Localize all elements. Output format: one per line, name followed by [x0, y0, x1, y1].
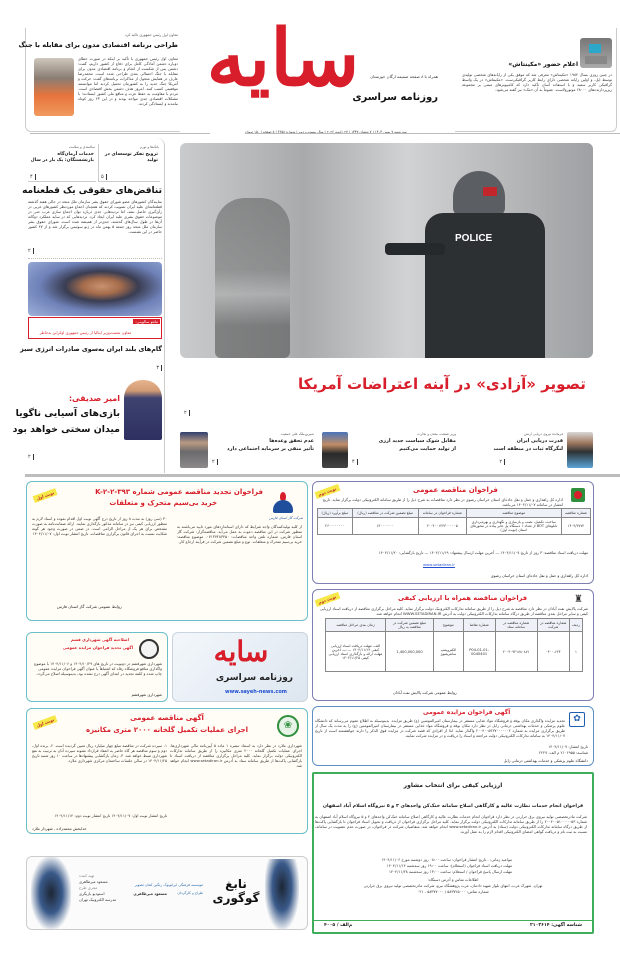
arif-title: طراحی برنامه اقتصادی مدون برای مقابله با جنگ: [18, 41, 178, 49]
dateline: [245, 118, 450, 134]
green-energy-story[interactable]: [20, 345, 162, 371]
table-cell: ۲۰۰۴۰۰۱۲۲۳۰۰۰۰۰۵: [418, 518, 466, 535]
book-credit-1: تهیه کننده: [79, 873, 95, 878]
sport-title-1: بازی‌های آسیایی ناگویا: [15, 408, 120, 419]
lead-headline-text: تصویر «آزادی» در آینه اعتراضات آمریکا: [298, 375, 586, 393]
sayeh-promo-website[interactable]: www.sayeh-news.com: [225, 689, 287, 695]
table-cell: الف- مهلت دریافت اسناد ارزیابی کیفی ۱۴۰۴/۱۱/۱۴ — ب- آخرین مهلت ارائه و بارگذاری اسناد ارزیابی کیفی ۱۴۰۴/۱۱/۲۵: [326, 632, 386, 672]
nirou-schedule-2: مهلت دریافت اسناد فراخوان (استعلام): ساعت ۱۹:۰۰ روز سه‌شنبه ۱۴۰۴/۱۱/۱۴: [386, 863, 512, 868]
sedighi-photo: [124, 380, 162, 440]
divider: [245, 133, 620, 134]
book-credit-4: استودیو بازیگری: [79, 891, 105, 896]
nirou-schedule-3: مهلت ارسال پاسخ فراخوان / استعلام: ساعت ۱۳:۰۰ روز سه‌شنبه ۱۴۰۴/۱۱/۲۸: [388, 869, 512, 874]
gas-body-right: از کلیه تولیدکنندگان واجد شرایط که دارای استانداردهای مورد تایید می‌باشند به منظور شرکت در این مناقصه دعوت به عمل می‌آید. مناقصه‌گزار: شرکت گاز استان فارس. شماره تلفن واحد مناقصات: ۰۷۱۳۷۲۸۳۴۵۰. موضوع مناقصه: خرید بی‌سیم متحرک و متعلقات. نوع و مبلغ تضمین شرکت در فرآیند ارجاع کار.: [177, 524, 302, 544]
brief-1-kicker: بانک‌ها و تورم: [139, 145, 159, 149]
book-credit-5: مدرسه الکترونیک تهران: [79, 897, 117, 902]
gas-footer: روابط عمومی شرکت گاز استان فارس: [57, 604, 122, 609]
nirou-ad-id: شناسه آگهی: ۲۱۰۳۶۱۴: [529, 923, 582, 928]
zabol-id: شناسه: ۲۱۰۶۹۵۵ م الف: ۲۲۲۷: [538, 750, 588, 755]
abadan-col-3: شماره مناقصه در سامانه ستاد: [495, 619, 537, 632]
malard-subtitle: اجرای عملیات تکمیل گلخانه ۲۰۰۰ متری مکانیزه: [85, 726, 249, 734]
sub-3-page: ۲: [212, 459, 218, 465]
malard-body-right: شهرداری ملارد در نظر دارد به استناد تبصره ۱ ماده ۵ آیین‌نامه مالی شهرداری‌ها، اجرای عملیات تکمیل گلخانه ۲۰۰۰ متری مکانیزه را از طریق سامانه تدارکات الکترونیکی دولت برگزار نماید. کلیه مراحل برگزاری مناقصه از دریافت اسناد تا بازگشایی پاکت‌ها از طریق سامانه ستاد به آدرس www.setadiran.ir انجام خواهد شد.: [170, 743, 302, 768]
nirou-address: تهران، شهرک غرب، انتهای بلوار شهید دادمان، غرب پژوهشگاه نیرو، شرکت مادرتخصصی تولید نیروی برق حرارتی: [363, 883, 543, 888]
book-title: نابغ گوگوری: [212, 877, 260, 905]
green-energy-title: گام‌های بلند ایران به‌سوی صادرات انرژی سبز: [20, 345, 162, 353]
book-designer: مسعود میرطاهری: [133, 891, 167, 896]
malard-logo: ❀: [277, 715, 299, 737]
abadan-col-1: ردیف: [569, 619, 582, 632]
macintosh-body: در چنین روزی بسال ۱۹۸۴ «مکینتاش» معرفی شد که موفق یکی از رایانه‌های شخصی تولیدی توسط اپل، و اولین رایانه شخصی دارای رابط کاربر گرافیکی‌ست. «مکینتاش» در یک واسط گرافیکی کاربر سفید و با استفاده آسان تأکید دارد که کامپیوترهای مبتنی بر مجموعه ریزپردازنده‌های ۶۸۰۰۰ موتورولاست. عموماً به آن «مک» نیز گفته می‌شود.: [462, 72, 613, 92]
arif-photo: [34, 58, 74, 116]
lead-headline[interactable]: [292, 370, 592, 398]
qeshm-body: شهرداری شهرقشم در دونوبت در تاریخ های ۱۴۰۴/۱۰/۲۹ و ۱۴۰۴/۱۱/۰۶ با موضوع واگذاری منافع فروشگاه رفاه که اشتباهاً با عنوان آگهی فراخوان مزایده عمومی چاپ شده و کلمه تجدید در ابتدای آگهی درج نشده بود، بدینوسیله اصلاح می‌گردد.: [34, 661, 162, 676]
khorasan-website[interactable]: www.setadiran.ir: [423, 562, 455, 567]
nirou-title: ارزیابی کیفی برای انتخاب مشاور: [403, 782, 503, 789]
abadan-badge: نوبت دوم: [315, 592, 341, 607]
qeshm-subtitle: آگهی تجدید فراخوان مزایده عمومی: [62, 645, 133, 650]
table-cell: الکتروپمپ سانتریفیوژ: [434, 632, 464, 672]
zabol-title: آگهی فراخوان مزایده عمومی: [423, 709, 511, 716]
malard-title: آگهی مناقصه عمومی: [130, 714, 204, 722]
gas-badge: نوبت اول: [33, 488, 58, 503]
salvini-caption: [28, 317, 162, 339]
sedighi-name: امیر صدیقی:: [68, 394, 120, 403]
divider: [28, 258, 162, 259]
protester-figure: [215, 198, 290, 358]
brief-2-kicker: سالمندی و سلامت: [68, 145, 95, 149]
sub-2-kicker: وزیر صنعت، معدن و تجارت: [417, 432, 456, 436]
book-credit-3: مجری طرح: [79, 885, 98, 890]
zabol-logo: ✿: [569, 712, 585, 727]
khorasan-col-4: مبلغ تضمین شرکت در مناقصه (ریال): [352, 509, 418, 518]
sub-story-1[interactable]: [465, 432, 593, 470]
nirou-phone: شماره تماس: ۵۸۳۷۲۵۰۰۰ / ۵۸۳۷۷۰۰۰ - ۰۲۱: [417, 889, 489, 894]
sub-2-line2: از تولید حمایت می‌کنیم: [399, 446, 456, 452]
arif-body: معاون اول رئیس جمهوری با تأکید بر اینکه در صورت خطای دوباره دشمن آمادگی کامل برای دفاع از کشور داریم، گفت: دشمن پس از شکست از انجام و برنامه اقتصادی مدون برای مقابله با جنگ احتمالی بعدی طراحی شده است. محمدرضا عارف در همایش متحول از مذاکرات برنامه‌های گفت: حرکت و آمریکا جنگ جدید را به کشورمان تحمیل کردند اما نتوانستند موفقیتی کسب کنند. امروز هدف دشمن بخش اقتصادی است. مردم با مقاومت به حفظ عزت و منافع ملی کشور ایستادند؛ با مشکلات اقتصادی جدی مواجه بودند و در این ۲۳ روز کوتاه نیامدند و ایستادگی کردند.: [78, 56, 178, 106]
abadan-intro: شرکت پالایش نفت آبادان در نظر دارد مناقصه به شرح ذیل را از طریق سامانه تدارکات الکترونیک دولت برگزار نماید. کلیه مراحل برگزاری مناقصه از دریافت اسناد ارزیابی کیفی و سایر مراحل بعدی مناقصه از طریق درگاه سامانه تدارکات الکترونیکی دولت به آدرس WWW.SETADIRAN.IR انجام خواهد شد.: [320, 606, 588, 616]
nirou-body: شرکت مادرتخصصی تولید نیروی برق حرارتی در نظر دارد فراخوان انجام خدمات نظارت عالیه و کارگاهی اصلاح سامانه خنک‌کن واحدهای ۴ و ۵ نیروگاه اسلام آباد اصفهان به شماره ۲۰۰۴۰۰۵۱۰۰۰۰۰۵۳ را از طریق سامانه تدارکات الکترونیکی دولت برگزار نماید. کلیه مراحل برگزاری فراخوان از دریافت و تحویل اسناد فراخوان تا بازگشایی پاکت‌ها از طریق درگاه سامانه تدارکات الکترونیکی دولت (ستاد) به آدرس www.setadiran.ir انجام خواهد شد. متقاضیان شرکت در فراخوان، در صورت عدم عضویت در سامانه، نسبت به ثبت نام و دریافت گواهی امضای الکترونیکی اقدام لازم را به عمل آورند.: [315, 814, 587, 834]
green-energy-page: ۳: [156, 365, 162, 371]
book-figure-right: [265, 859, 299, 929]
sayeh-promo-subtitle: روزنامه سراسری: [215, 673, 293, 683]
malard-footer: خدابخش محمدزاده - شهردار ملارد: [32, 826, 87, 831]
book-designer-label: طراح و کارگردان: [177, 891, 203, 895]
abadan-col-7: زمان بندی مراحل مناقصه: [326, 619, 386, 632]
masthead-tagline: همراه با ۸ صفحه ضمیمه ارگان خوزستان: [370, 74, 438, 79]
nirou-subtitle: فراخوان انجام خدمات نظارت عالیه و کارگاهی اصلاح سامانه خنک‌کن واحدهای ۴ و ۵ نیروگاه اسلام آباد اصفهان: [322, 804, 584, 809]
abadan-table: [325, 618, 583, 672]
table-row: [326, 632, 583, 672]
malard-date: تاریخ انتشار نوبت اول: ۱۴۰۴/۱۱/۰۷ تاریخ انتشار نوبت دوم: ۱۴۰۴/۱۱/۱۴: [54, 813, 167, 818]
nirou-contact-label: اطلاعات تماس و آدرس دستگاه:: [427, 877, 479, 882]
sub-3-kicker: شیرین‌ملک علی جمعیت: [280, 432, 314, 436]
table-cell: ۱: [569, 632, 582, 672]
arif-kicker: معاون اول رئیس جمهوری تاکید کرد: [124, 33, 178, 37]
lead-page: ۲: [184, 410, 190, 416]
table-cell: ۲۶۰۰۰۰۰۰۰۰: [318, 518, 353, 535]
sport-page: ۲: [28, 454, 34, 460]
khorasan-footer: اداره کل راهداری و حمل و نقل جاده‌ای استان خراسان رضوی: [490, 573, 588, 578]
ad-qeshm[interactable]: [26, 632, 168, 702]
brief-2[interactable]: [28, 144, 96, 182]
khorasan-intro: اداره کل راهداری و حمل و نقل جاده‌ای استان خراسان رضوی در نظر دارد مناقصات به شرح ذیل را از طریق سامانه الکترونیکی دولت برگزار نماید. تاریخ انتشار در سامانه ۱۴۰۴/۱۱/۰۷ می‌باشد.: [322, 497, 563, 507]
nioc-logo: ♜: [574, 594, 583, 605]
masthead-subtitle: روزنامه سراسری: [352, 92, 438, 103]
nirou-schedule-1: مواعید زمانی: - تاریخ انتشار فراخوان: ساعت ۰۸:۰۰ روز دوشنبه مورخ ۱۴۰۴/۱۱/۰۶: [381, 857, 512, 862]
gas-org-logo-text: شرکت گاز استان فارس: [269, 516, 303, 520]
gas-subtitle: خرید بی‌سیم متحرک و متعلقات: [109, 499, 217, 507]
table-cell: ۱۴۰۴/۲۷۷۴: [561, 518, 590, 535]
zabol-date: تاریخ انتشار: ۱۴۰۴/۱۱/۰۷: [548, 744, 588, 749]
table-cell: ۲۰۰۴۰۹۲۱۷۸۰۸۷۱: [495, 632, 537, 672]
macintosh-photo: [580, 38, 612, 68]
un-title: تناقض‌های حقوقی یک قطعنامه: [22, 186, 162, 196]
ad-malard[interactable]: [26, 708, 308, 834]
abadan-col-2: شماره مناقصه در شرکت: [537, 619, 569, 632]
ad-gas-fars[interactable]: [26, 481, 308, 621]
nirou-footer-bar: [314, 920, 592, 932]
macintosh-title: اعلام حضور «مکینتاش»: [508, 61, 578, 68]
khorasan-title: فراخوان مناقصه عمومی: [413, 486, 498, 494]
masthead-logo: سایه: [206, 13, 360, 104]
salvini-name: ماتئو سالوینی:: [135, 319, 158, 324]
brief-1[interactable]: [98, 144, 160, 182]
sub-story-3[interactable]: [180, 432, 318, 470]
book-publisher: موسسه فرهنگی ایرانوبوک رنگین کمان تصویر: [134, 883, 203, 887]
sub-2-line1: مقابل شوک سیاست جدید ارزی: [378, 438, 456, 444]
minister-photo: [322, 432, 348, 468]
gas-title: فراخوان تجدید مناقصه عمومی شماره K-۲-۲-۳۹۳: [95, 488, 263, 496]
ad-sayeh-promo[interactable]: [172, 632, 308, 702]
sub-2-page: ۴: [352, 459, 358, 465]
abadan-col-4: شماره تقاضا: [463, 619, 495, 632]
ad-zabol[interactable]: [312, 706, 594, 766]
zabol-body: تجدید مزایده واگذاری مکان بوفه و فروشگاه مواد غذایی مستقر در بیمارستان امیرالمومنین (ع) طریق مزایده. بدینوسیله به اطلاع عموم می‌رساند که دانشگاه علوم پزشکی و خدمات بهداشتی درمانی زابل در نظر دارد مکان بوفه و فروشگاه مواد غذایی مستقر در بیمارستان امیرالمومنین (ع) را به مدت یک سال از طریق برگزاری مزایده به شماره ۲۰۰۴۰۰۵۴۳۷۰۰۰۰۰۰۲ واگذار نماید. لذا از افرادی که قصد شرکت در مزایده فوق الذکر را دارند خواهشمند است از تاریخ ۱۴۰۴/۱۱/۰۷ به سامانه تدارکات الکترونیکی دولت مراجعه و اسناد را دریافت و در مزایده شرکت نمایند.: [315, 718, 565, 738]
sub-1-line2: لنگرگاه ثبات در منطقه است: [493, 446, 563, 452]
khorasan-col-1: شماره مناقصه: [561, 509, 590, 518]
gas-body-left: ۳۰ (سی روز) به مدت ۸ روز از تاریخ درج آگهی نوبت اول اقدام نموده و اسناد لازم به منظور ارزیابی کیفی نیز در سامانه مذکور بارگذاری نمایند. ارائه ضمانت‌نامه به صورت مشخص برای هر یک از مراحل الزامی است. در ضمن در صورت وجود هر گونه شکایت نسبت به اجرای قانون برگزاری مناقصات، تاریخ انتشار نوبت اول: ۱۴۰۴/۱۱/۰۷: [32, 516, 167, 536]
qeshm-title: اصلاحیه آگهی شهرداری قشم: [70, 637, 129, 642]
officer-figure: [385, 171, 535, 358]
macintosh-story[interactable]: [455, 28, 617, 132]
table-row: [318, 518, 591, 535]
sub-1-line1: قدرت دریایی ایران: [516, 438, 563, 444]
section-divider: [25, 474, 620, 477]
khorasan-col-3: شماره فراخوان در سامانه: [418, 509, 466, 518]
police-label: POLICE: [455, 233, 493, 244]
brief-2-title: خدمات آرمان‌گاه بازنشستگان: یک بار در سال: [30, 152, 94, 163]
ad-khorasan[interactable]: [312, 481, 594, 584]
abadan-col-5: موضوع: [434, 619, 464, 632]
arif-story[interactable]: [18, 28, 180, 132]
sub-3-line2: تأثیر منفی بر سرمایه اجتماعی دارد: [227, 446, 314, 452]
abadan-col-6: مبلغ تضمین شرکت در مناقصه به ریال: [386, 619, 434, 632]
table-cell: ۰۴۰۰-۶۲۴: [537, 632, 569, 672]
brief-1-page: ۵: [101, 174, 107, 180]
abadan-footer: روابط عمومی شرکت پالایش نفت آبادان: [393, 690, 457, 695]
sport-story[interactable]: [12, 380, 162, 470]
un-page: ۲: [28, 248, 34, 254]
sub-3-line1: عدم تحقق وعده‌ها: [269, 438, 314, 444]
qeshm-logo: [139, 639, 159, 659]
zabol-footer: دانشگاه علوم پزشکی و خدمات بهداشتی درمانی زابل: [503, 758, 588, 763]
book-figure-left: [31, 857, 71, 929]
un-body: نمایندگان کشورهای عضو شورای حقوق بشر سازمان ملل متحد در حالی هفته گذشته قطعنامه‌ای علیه ایران تصویب کردند که همچنان اجماع موردنظر کشورهای غربی در رأی‌گیری حاصل نشد، اما تردیدهایی جدی درباره توان اجماع سازی غرب حتی در موضوعات حقوق بشری علیه ایران ایجاد کرد. تردیدهایی که در سایه عملکرد دوگانه آن‌ها در طول سال‌های گذشته، جدی‌تر از همیشه شده است. شورای حقوق بشر سازمان ملل متحد روز جمعه ۵ بهمن ماه در ژنو سوئیس برگزار شد و از ۴۷ کشور حاضر در این نشست.: [28, 199, 162, 234]
sayeh-promo-logo: سایه: [213, 635, 269, 668]
salvini-text: معاون نخست‌وزیر ایتالیا از رئیس جمهوری اوکراین به‌خاطر: [39, 330, 132, 335]
abadan-title: فراخوان مناقصه همراه با ارزیابی کیفی: [398, 594, 528, 602]
navy-commander-photo: [567, 432, 593, 468]
brief-2-page: ۴: [30, 174, 36, 180]
malard-badge: نوبت اول: [33, 715, 58, 730]
nirou-code: م‌الف / ۴۰۰۵: [324, 923, 353, 928]
brief-1-title: ترویج تفکر توسعه‌ای در تولید: [104, 152, 158, 163]
dateline-text: سه شنبه ۷ بهمن ۱۴۰۴ | ۷ شعبان ۱۴۴۷ | ۲۷ ژانویه ۲۰۲۶ | سال بیست و دوم | شماره ۳۶۵۸ | ۸ صفحه | ۱۵۰ تومان: [245, 130, 407, 134]
ad-nirou[interactable]: [312, 772, 594, 934]
table-cell: ۱۳۰۰۰۰۰۰۰: [352, 518, 418, 535]
sub-story-2[interactable]: [322, 432, 460, 470]
lead-photo[interactable]: [180, 143, 593, 358]
woman-photo: [180, 432, 208, 468]
khorasan-badge: نوبت دوم: [315, 484, 341, 499]
sport-title-2: میدان سختی خواهد بود: [12, 424, 120, 435]
khorasan-table: [317, 508, 591, 535]
un-story[interactable]: [22, 186, 162, 254]
khorasan-col-2: موضوع مناقصه: [466, 509, 561, 518]
malard-body-left: ۱- سپرده شرکت در مناقصه مبلغ چهار میلیارد ریال تعیین گردیده است. ۲- برنده اول، دوم و سوم مناقصه هر گاه حاضر به انعقاد قرارداد نشوند سپرده آنان به ترتیب به نفع شهرداری ضبط خواهد شد. ۳- زمان بازگشایی پیشنهادها در ساعت ۱۰ روز شنبه تاریخ ۱۴۰۴/۱۱/۲۵ در سالن جلسات ساختمان مرکزی شهرداری ملارد.: [32, 743, 167, 763]
khorasan-notes: مهلت دریافت اسناد مناقصه: ۳ روز از تاریخ ۱۴۰۴/۱۱/۰۷ — آخرین مهلت ارسال پیشنهاد: ۱۴۰۴/۱۱/۱۹ — تاریخ بازگشایی: ۱۴۰۴/۱۱/۲۰: [378, 550, 588, 555]
ad-book-promo[interactable]: [26, 856, 308, 930]
nigc-logo: [271, 492, 295, 514]
table-cell: ساخت، تکمیل، نصب و بازسازی و نگهداری و بهره‌برداری تابلوهای BOT از تعداد ۱ دستگاه پل عابر پیاده در محورهای استان (نوبت اول): [466, 518, 561, 535]
salvini-photo[interactable]: [28, 262, 162, 316]
divider: [30, 133, 210, 134]
table-cell: 1,400,000,000: [386, 632, 434, 672]
khorasan-col-5: مبلغ برآورد (ریال): [318, 509, 353, 518]
rmto-logo: [571, 488, 585, 502]
sub-1-page: ۲: [499, 459, 505, 465]
sub-1-kicker: فرمانده نیروی دریایی ارتش: [524, 432, 563, 436]
ad-abadan[interactable]: [312, 589, 594, 701]
book-credit-2: مسعود میرطاهری: [79, 879, 108, 884]
table-cell: P04-01-01-0040401: [463, 632, 495, 672]
qeshm-footer: شهرداری شهرقشم: [131, 692, 162, 697]
